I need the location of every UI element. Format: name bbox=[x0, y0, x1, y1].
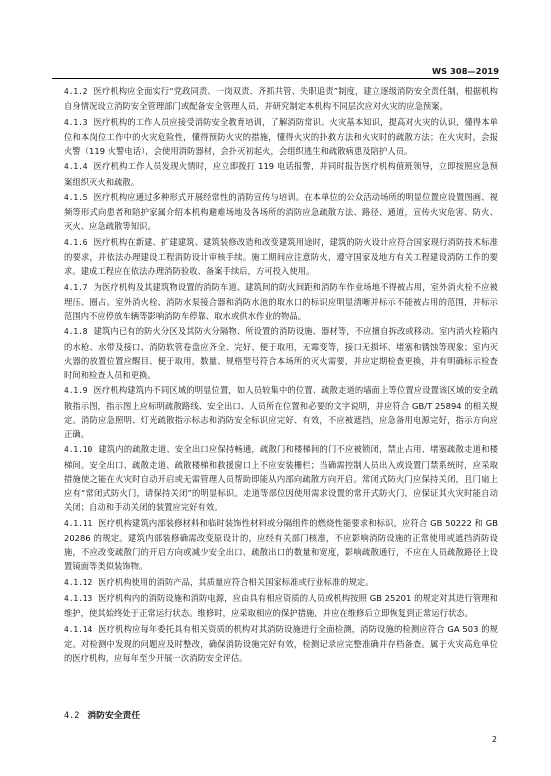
clause-number: 4.1.4 bbox=[64, 162, 88, 172]
clause-4-1-12 bbox=[64, 575, 498, 590]
clause-number: 4.1.12 bbox=[64, 577, 93, 587]
clause-text: 医疗机构内的消防设施和消防电源，应由具有相应资质的人员或机构按照 GB 25201 的规定对其进行管理和维护，使其始终处于正常运行状态。维修时，应采取相应的保护措施，并应在维修后立即恢复到正常运行状态。 bbox=[64, 592, 498, 619]
clause-text: 医疗机构在新建、扩建建筑、建筑装修改造和改变建筑用途时，建筑的防火设计应符合国家现行消防技术标准的要求，并依法办理建设工程消防设计审核手续。施工期间应注意防火，遵守国家及地方有关工程建设消防工作的要求。建成工程应在依法办理消防验收、备案手续后，方可投入使用。 bbox=[64, 236, 498, 277]
clause-number: 4.1.3 bbox=[64, 117, 88, 127]
section-title-text: 消防安全责任 bbox=[87, 711, 141, 721]
clause-number: 4.1.10 bbox=[64, 445, 93, 455]
clause-text: 建筑内已有的防火分区及其防火分隔物、所设置的消防设施、器材等，不应擅自拆改或移动。室内消火栓箱内的水枪、水带及接口、消防软管卷盘应齐全、完好、便于取用，无霉变等，接口无损坏、堵塞和锈蚀等现象；室内灭火器的放置位置应醒目、便于取用，数量、规格型号符合本场所的灭火需要，并应定期检查更换，并有明确标示检查时间和检查人员和更换。 bbox=[64, 326, 498, 380]
clause-text: 医疗机构工作人员发现火情时，应立即拨打 119 电话报警，并同时报告医疗机构值班领导，立即按照应急预案组织灭火和疏散。 bbox=[64, 161, 498, 187]
standard-code: WS 308—2019 bbox=[432, 66, 499, 76]
clause-text: 医疗机构应全面实行“党政同责、一岗双责、齐抓共管、失职追责”制度，建立逐级消防安全责任制，根据机构自身情况设立消防安全管理部门或配备安全管理人员，并研究制定本机构不同层次应对火灾的应急预案。 bbox=[64, 86, 498, 112]
clause-4-1-5 bbox=[64, 190, 498, 234]
clause-4-1-8 bbox=[64, 324, 498, 382]
clause-4-1-11 bbox=[64, 516, 498, 574]
clause-4-1-7 bbox=[64, 280, 498, 324]
clause-4-1-9 bbox=[64, 383, 498, 441]
clause-text: 医疗机构的工作人员应接受消防安全教育培训，了解消防常识、火灾基本知识，提高对火灾的认识，懂得本单位和本岗位工作中的火灾危险性，懂得预防火灾的措施，懂得火灾的扑救方法和火灾时的疏散方法；在火灾时，会报火警（119 火警电话），会使用消防器材，会扑灭初起火，会组织逃生和疏散病患及陪护人员。 bbox=[64, 116, 498, 156]
clause-text: 医疗机构应每年委托具有相关资质的机构对其消防设施进行全面检测，消防设施的检测应符合 GA 503 的规定。对检测中发现的问题应及时整改，确保消防设施完好有效，检测记录应完整准确并存档备查。属于火灾高危单位的医疗机构，应每年至少开展一次消防安全评估。 bbox=[64, 623, 498, 663]
clause-4-1-14 bbox=[64, 622, 498, 666]
header-rule bbox=[52, 78, 499, 79]
clause-number: 4.1.13 bbox=[64, 593, 93, 603]
clause-number: 4.1.7 bbox=[64, 282, 88, 292]
clause-4-1-2 bbox=[64, 84, 498, 113]
clause-text: 建筑内的疏散走道、安全出口应保持畅通，疏散门和楼梯间的门不应被锁闭，禁止占用、堵塞疏散走道和楼梯间。安全出口、疏散走道、疏散楼梯和救援窗口上不应安装栅栏；当确需控制人员出入或设置门禁系统时，应采取措施使之能在火灾时自动开启或无需管理人员帮助即能从内部向疏散方向开启。常闭式防火门应保持关闭，且门扇上应有“常闭式防火门，请保持关闭”的明显标识。走道等部位因使用需求设置的常开式防火门，应保证其火灾时能自动关闭；自动和手动关闭的装置应完好有效。 bbox=[64, 444, 498, 513]
clause-text: 医疗机构建筑内不同区域的明显位置，如人员较集中的位置、疏散走道的墙面上等位置应设置该区域的安全疏散指示图，指示图上应标明疏散路线、安全出口、人员所在位置和必要的文字说明，并应符合 GB/T 25894 的相关规定。消防应急照明、灯光疏散指示标志和消防安全标识应完好、有效，不应被遮挡，应急备用电源完好，指示方向应正确。 bbox=[64, 385, 498, 439]
clause-number: 4.1.14 bbox=[64, 624, 93, 634]
clause-text: 医疗机构建筑内部装修材料和临时装饰性材料或分隔组件的燃烧性能要求和标识，应符合 GB 50222 和 GB 20286 的规定。建筑内部装修确需改变原设计的，应经有关部门核准，不应影响消防设施的正常使用或遮挡消防设施，不应改变疏散门的开启方向或减少安全出口、疏散出口的数量和宽度，影响疏散通行，不应在人员疏散路径上设置镜面等类似装饰物。 bbox=[64, 517, 498, 572]
clause-number: 4.1.8 bbox=[64, 327, 88, 337]
clause-number: 4.1.2 bbox=[64, 87, 88, 96]
clause-4-1-4 bbox=[64, 159, 498, 188]
clause-number: 4.1.6 bbox=[64, 237, 88, 247]
clause-text: 医疗机构使用的消防产品，其质量应符合相关国家标准或行业标准的规定。 bbox=[98, 576, 374, 587]
clause-number: 4.1.9 bbox=[64, 386, 88, 396]
page-number: 2 bbox=[491, 735, 497, 744]
clause-4-1-6 bbox=[64, 235, 498, 279]
clause-text: 为医疗机构及其建筑物设置的消防车道、建筑间的防火间距和消防车作业场地不得被占用，室外消火栓不应被埋压、圈占。室外消火栓、消防水泵接合器和消防水池的取水口的标识应明显清晰并标示不能被占用的范围，并标示范围内不应停放车辆等影响消防车停靠、取水或供水作业的物品。 bbox=[64, 281, 498, 321]
clause-4-1-3 bbox=[64, 115, 498, 159]
section-number: 4.2 bbox=[64, 711, 80, 721]
section-heading bbox=[64, 708, 140, 721]
clause-number: 4.1.5 bbox=[64, 192, 88, 202]
clause-text: 医疗机构应通过多种形式开展经常性的消防宣传与培训。在本单位的公众活动场所的明显位置应设置图画、视频等形式向患者和陪护家属介绍本机构避难场地及各场所的消防应急疏散方法、路径、通道，宣传火灾危害、防火、灭火、应急疏散等知识。 bbox=[64, 191, 498, 232]
clause-4-1-13 bbox=[64, 591, 498, 620]
clause-4-1-10 bbox=[64, 442, 498, 514]
clause-number: 4.1.11 bbox=[64, 518, 93, 528]
clause-list bbox=[64, 84, 498, 666]
